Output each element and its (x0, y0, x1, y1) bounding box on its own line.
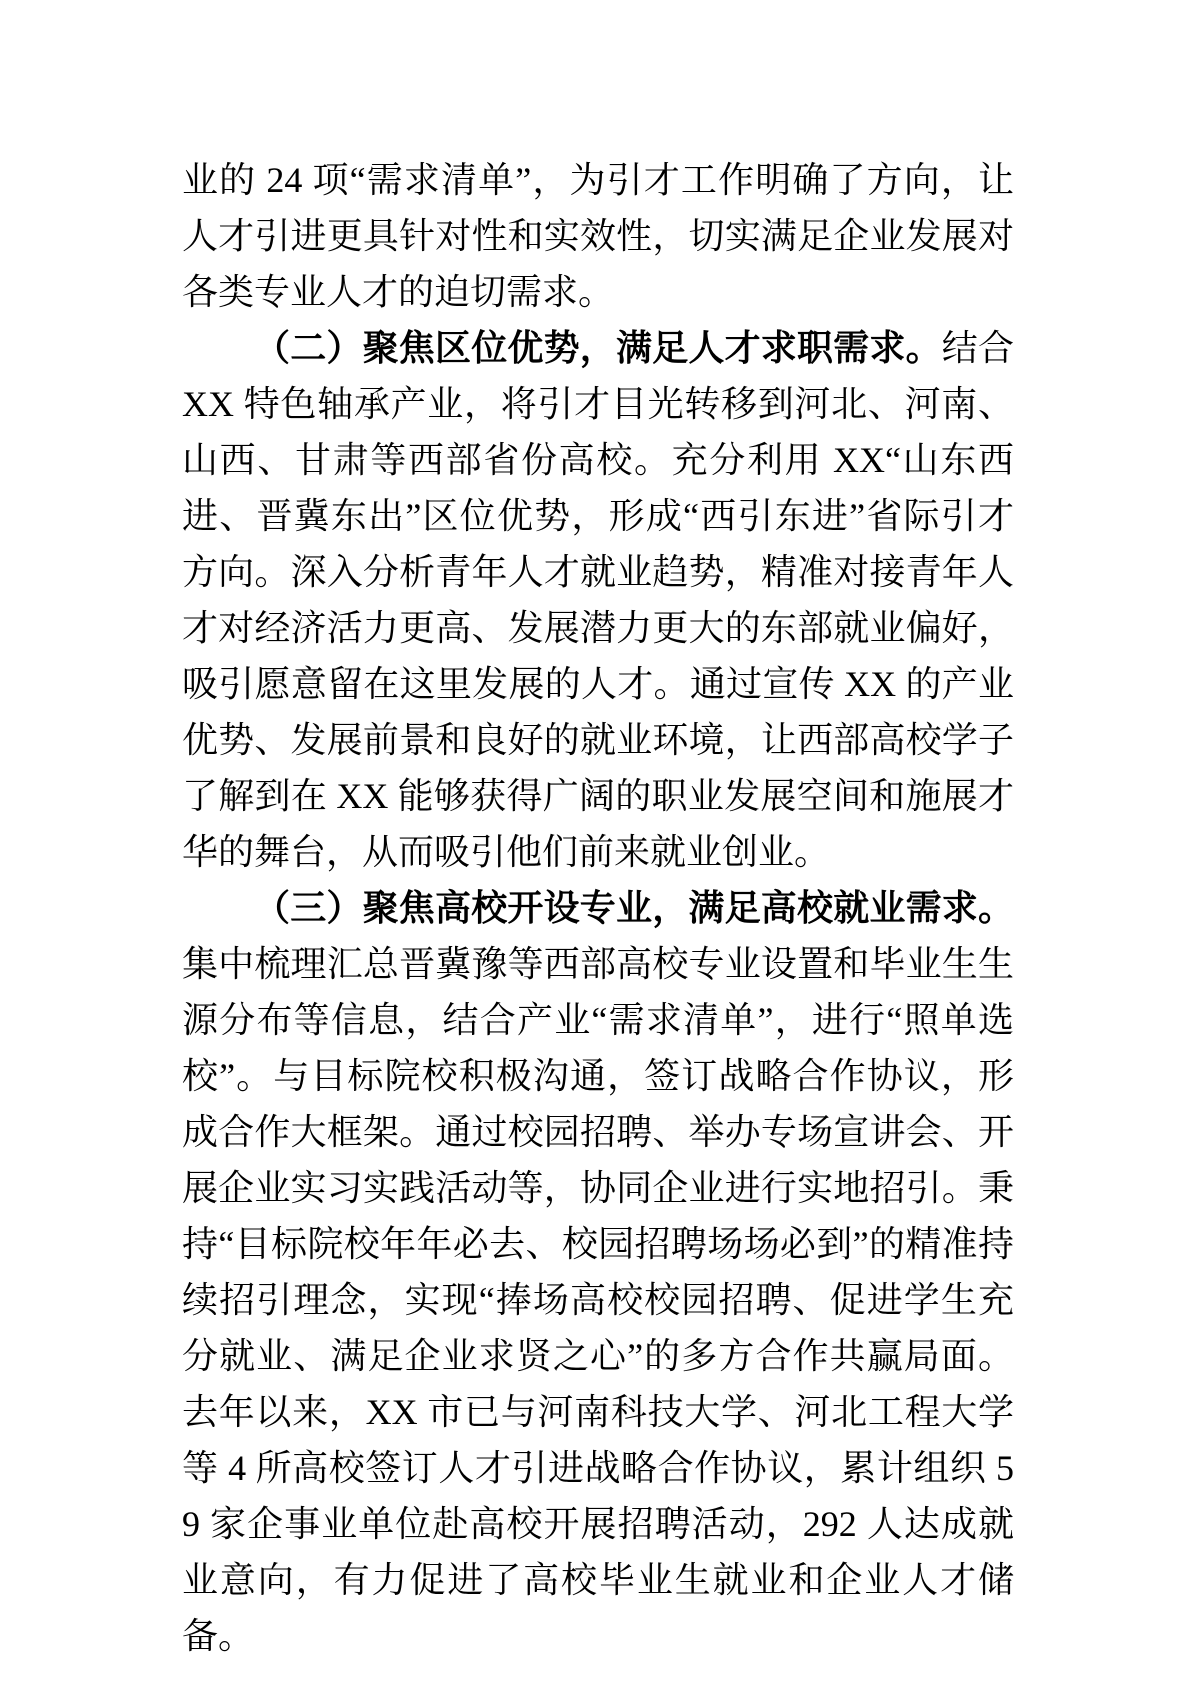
paragraph-continuation (182, 152, 1014, 320)
document-text-block (182, 152, 1014, 1664)
paragraph-section-2 (182, 320, 1014, 880)
section-3-lead-in: （三）聚焦高校开设专业，满足高校就业需求。 (254, 888, 1014, 928)
paragraph-body: 集中梳理汇总晋冀豫等西部高校专业设置和毕业生生源分布等信息，结合产业“需求清单”，进行“照单选校”。与目标院校积极沟通，签订战略合作协议，形成合作大框架。通过校园招聘、举办专场宣讲会、开展企业实习实践活动等，协同企业进行实地招引。秉持“目标院校年年必去、校园招聘场场必到”的精准持续招引理念，实现“捧场高校校园招聘、促进学生充分就业、满足企业求贤之心”的多方合作共赢局面。去年以来，XX 市已与河南科技大学、河北工程大学等 4 所高校签订人才引进战略合作协议，累计组织 59 家企事业单位赴高校开展招聘活动，292 人达成就业意向，有力促进了高校毕业生就业和企业人才储备。 (182, 944, 1014, 1656)
paragraph-body: 结合 XX 特色轴承产业，将引才目光转移到河北、河南、山西、甘肃等西部省份高校。充分利用 XX“山东西进、晋冀东出”区位优势，形成“西引东进”省际引才方向。深入分析青年人才就业趋势，精准对接青年人才对经济活力更高、发展潜力更大的东部就业偏好，吸引愿意留在这里发展的人才。通过宣传 XX 的产业优势、发展前景和良好的就业环境，让西部高校学子了解到在 XX 能够获得广阔的职业发展空间和施展才华的舞台，从而吸引他们前来就业创业。 (182, 328, 1014, 872)
paragraph-body: 业的 24 项“需求清单”，为引才工作明确了方向，让人才引进更具针对性和实效性，切实满足企业发展对各类专业人才的迫切需求。 (182, 160, 1014, 312)
paragraph-section-3 (182, 880, 1014, 1664)
section-2-lead-in: （二）聚焦区位优势，满足人才求职需求。 (254, 328, 942, 368)
